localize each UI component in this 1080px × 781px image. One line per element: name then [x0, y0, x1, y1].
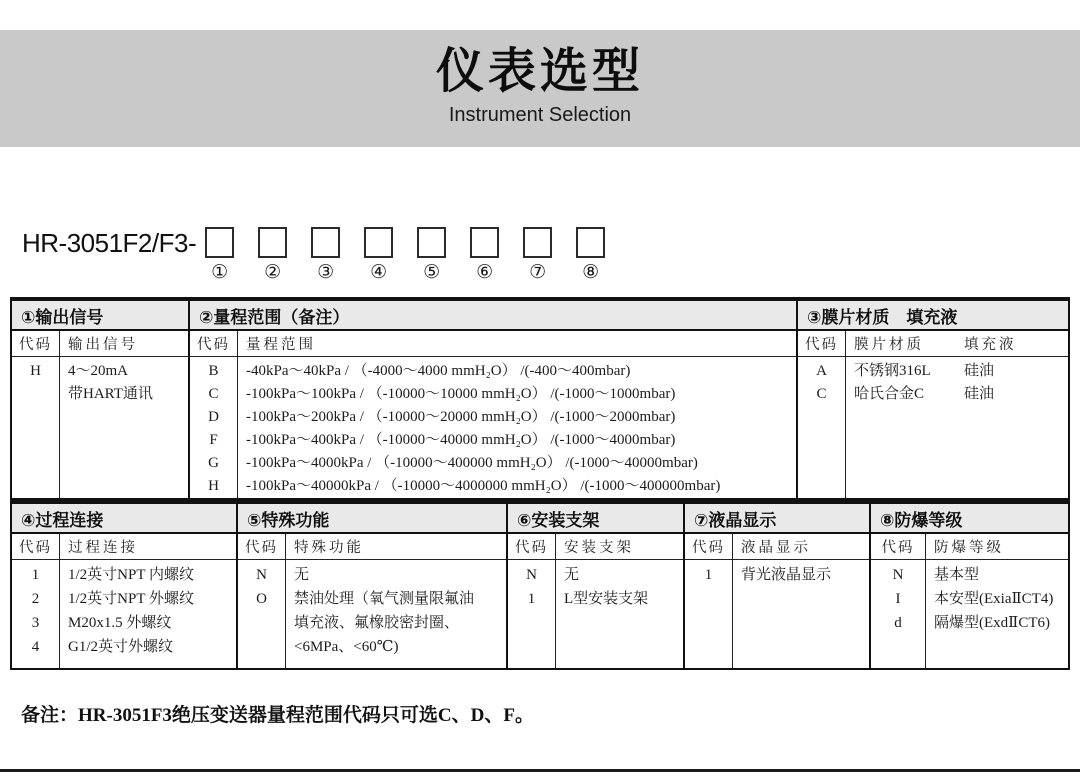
- section-header-process-connection: ④过程连接: [12, 504, 238, 534]
- code-value: H: [30, 363, 41, 379]
- diaphragm-label-header: [846, 331, 1068, 357]
- fill-fluid-header: 填充液: [964, 337, 1017, 353]
- diaphragm-line: [854, 360, 1068, 383]
- explosion-proof-values-cell: [926, 560, 1068, 668]
- code-value: C: [208, 386, 219, 402]
- output-signal-code-header: 代码: [12, 331, 60, 357]
- slot-number-3: ③: [317, 262, 335, 283]
- special-function-line: 填充液、氟橡胶密封圈、: [294, 615, 460, 631]
- special-function-line: <6MPa、<60℃): [294, 639, 399, 655]
- code-value: D: [208, 409, 219, 425]
- explosion-proof-line: 基本型: [934, 567, 980, 583]
- explosion-proof-code-header: 代码: [871, 534, 926, 560]
- model-box-8: [576, 227, 605, 258]
- lcd-display-values-cell: [733, 560, 871, 668]
- model-slot-8: [576, 227, 605, 284]
- process-connection-line: M20x1.5 外螺纹: [68, 615, 172, 631]
- mounting-bracket-values-cell: [556, 560, 685, 668]
- lcd-display-label-header: 液晶显示: [733, 534, 871, 560]
- fill-value: 硅油: [964, 386, 995, 402]
- output-signal-line: 带HART通讯: [68, 386, 153, 402]
- code-value: O: [256, 591, 267, 607]
- special-function-label-header: 特殊功能: [286, 534, 508, 560]
- section-header-special-function: ⑤特殊功能: [238, 504, 508, 534]
- code-value: B: [208, 363, 219, 379]
- code-value: 2: [31, 591, 40, 607]
- code-value: C: [816, 386, 827, 402]
- model-box-1: [205, 227, 234, 258]
- process-connection-codes-cell: [12, 560, 60, 668]
- range-values-cell: [238, 357, 798, 498]
- code-value: 1: [527, 591, 536, 607]
- model-box-6: [470, 227, 499, 258]
- selection-table-bottom: [10, 500, 1070, 670]
- slot-number-8: ⑧: [582, 262, 600, 283]
- special-function-line: 无: [294, 567, 310, 583]
- model-box-3: [311, 227, 340, 258]
- slot-number-7: ⑦: [529, 262, 547, 283]
- section-header-output-signal: ①输出信号: [12, 301, 190, 331]
- model-slot-1: [205, 227, 234, 284]
- explosion-proof-line: 本安型(ExiaⅡCT4): [934, 591, 1054, 607]
- output-signal-codes-cell: [12, 357, 60, 498]
- slot-number-4: ④: [370, 262, 388, 283]
- code-value: N: [892, 567, 904, 583]
- diaphragm-line: [854, 383, 1068, 406]
- section-header-explosion-proof: ⑧防爆等级: [871, 504, 1068, 534]
- section-header-mounting-bracket: ⑥安装支架: [508, 504, 685, 534]
- diaphragm-values-cell: [846, 357, 1068, 498]
- special-function-line: 禁油处理（氧气测量限氟油: [294, 591, 475, 607]
- material-value: 哈氏合金C: [854, 386, 925, 402]
- slot-number-6: ⑥: [476, 262, 494, 283]
- lcd-display-codes-cell: [685, 560, 733, 668]
- diaphragm-code-header: 代码: [798, 331, 846, 357]
- mounting-bracket-line: L型安装支架: [564, 591, 649, 607]
- process-connection-line: 1/2英寸NPT 外螺纹: [68, 591, 194, 607]
- explosion-proof-codes-cell: [871, 560, 926, 668]
- code-value: H: [208, 478, 219, 494]
- diaphragm-material-header: 膜片材质: [854, 337, 924, 353]
- range-line: -100kPa～400kPa / （-10000～40000 mmH₂O） /(-1000～4000mbar): [246, 432, 676, 448]
- code-value: F: [209, 432, 218, 448]
- range-codes-cell: [190, 357, 238, 498]
- lcd-display-line: 背光液晶显示: [741, 567, 832, 583]
- code-value: 1: [704, 567, 713, 583]
- mounting-bracket-code-header: 代码: [508, 534, 556, 560]
- mounting-bracket-label-header: 安装支架: [556, 534, 685, 560]
- output-signal-values-cell: [60, 357, 190, 498]
- model-slot-5: [417, 227, 446, 284]
- page-title: 仪表选型: [435, 45, 644, 98]
- code-value: N: [526, 567, 537, 583]
- special-function-code-header: 代码: [238, 534, 286, 560]
- code-value: d: [894, 615, 902, 631]
- process-connection-label-header: 过程连接: [60, 534, 238, 560]
- output-signal-line: 4～20mA: [68, 363, 129, 379]
- page-header-band: [0, 30, 1080, 147]
- explosion-proof-label-header: 防爆等级: [926, 534, 1068, 560]
- range-line: -100kPa～200kPa / （-10000～20000 mmH₂O） /(-1000～2000mbar): [246, 409, 676, 425]
- code-value: 3: [31, 615, 40, 631]
- process-connection-values-cell: [60, 560, 238, 668]
- range-line: -100kPa～40000kPa / （-10000～4000000 mmH₂O） /(-1000～400000mbar): [246, 478, 721, 494]
- range-label-header: 量程范围: [238, 331, 798, 357]
- special-function-codes-cell: [238, 560, 286, 668]
- model-code-row: [22, 226, 605, 284]
- mounting-bracket-line: 无: [564, 567, 580, 583]
- lcd-display-code-header: 代码: [685, 534, 733, 560]
- model-slot-4: [364, 227, 393, 284]
- slot-number-1: ①: [211, 262, 229, 283]
- selection-table-top: [10, 297, 1070, 500]
- section-header-lcd-display: ⑦液晶显示: [685, 504, 871, 534]
- process-connection-line: 1/2英寸NPT 内螺纹: [68, 567, 194, 583]
- diaphragm-codes-cell: [798, 357, 846, 498]
- fill-value: 硅油: [964, 363, 995, 379]
- mounting-bracket-codes-cell: [508, 560, 556, 668]
- model-slots: [205, 227, 605, 284]
- special-function-values-cell: [286, 560, 508, 668]
- output-signal-label-header: 输出信号: [60, 331, 190, 357]
- section-header-range: ②量程范围（备注）: [190, 301, 798, 331]
- process-connection-code-header: 代码: [12, 534, 60, 560]
- process-connection-line: G1/2英寸外螺纹: [68, 639, 174, 655]
- model-slot-2: [258, 227, 287, 284]
- model-box-7: [523, 227, 552, 258]
- code-value: A: [816, 363, 827, 379]
- code-value: N: [256, 567, 267, 583]
- range-line: -100kPa～4000kPa / （-10000～400000 mmH₂O） /(-1000～40000mbar): [246, 455, 698, 471]
- model-slot-6: [470, 227, 499, 284]
- explosion-proof-line: 隔爆型(ExdⅡCT6): [934, 615, 1051, 631]
- footnote: 备注：HR-3051F3绝压变送器量程范围代码只可选C、D、F。: [21, 705, 534, 726]
- page-subtitle: Instrument Selection: [448, 104, 632, 126]
- bottom-rule: [0, 769, 1080, 772]
- slot-number-5: ⑤: [423, 262, 441, 283]
- model-slot-3: [311, 227, 340, 284]
- section-header-diaphragm: ③膜片材质 填充液: [798, 301, 1068, 331]
- code-value: I: [895, 591, 901, 607]
- range-line: -100kPa～100kPa / （-10000～10000 mmH₂O） /(-1000～1000mbar): [246, 386, 676, 402]
- model-box-5: [417, 227, 446, 258]
- material-value: 不锈钢316L: [854, 363, 931, 379]
- code-value: 4: [31, 639, 40, 655]
- code-value: 1: [31, 567, 40, 583]
- range-line: -40kPa～40kPa / （-4000～4000 mmH₂O） /(-400～400mbar): [246, 363, 631, 379]
- model-slot-7: [523, 227, 552, 284]
- model-box-2: [258, 227, 287, 258]
- range-code-header: 代码: [190, 331, 238, 357]
- code-value: G: [208, 455, 219, 471]
- model-prefix: HR-3051F2/F3-: [22, 228, 197, 258]
- slot-number-2: ②: [264, 262, 282, 283]
- model-box-4: [364, 227, 393, 258]
